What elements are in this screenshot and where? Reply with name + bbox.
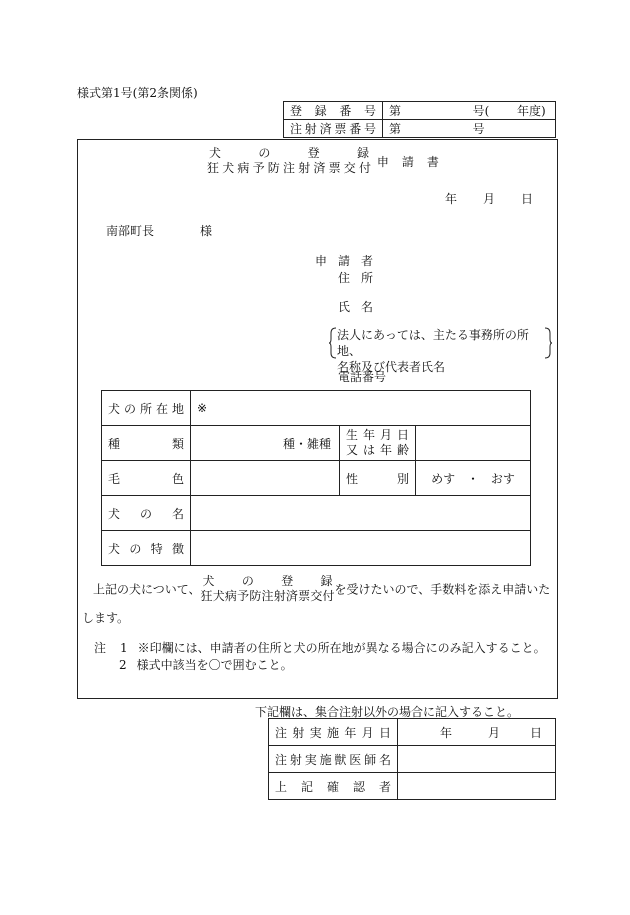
date-line[interactable]: 年 月 日 bbox=[445, 192, 534, 206]
veterinarian-cell[interactable] bbox=[398, 746, 556, 773]
note-1: 注 1 ※印欄には、申請者の住所と犬の所在地が異なる場合にのみ記入すること。 bbox=[94, 641, 546, 655]
birth-cell[interactable] bbox=[416, 426, 531, 461]
location-cell[interactable] bbox=[191, 391, 531, 426]
name-label: 氏名 bbox=[338, 300, 373, 314]
title-line-registration: 犬の登録 bbox=[209, 146, 369, 160]
veterinarian-label: 注射実施獣医師名 bbox=[269, 746, 398, 773]
features-label: 犬の特徴 bbox=[102, 531, 191, 566]
sex-cell[interactable]: めす ・ おす bbox=[416, 461, 531, 496]
breed-cell[interactable] bbox=[191, 426, 340, 461]
applicant-label: 申請者 bbox=[315, 254, 373, 268]
dog-table bbox=[101, 390, 531, 566]
sex-male[interactable]: おす bbox=[490, 471, 515, 486]
corporate-note-line2: 名称及び代表者氏名 bbox=[337, 360, 446, 374]
color-cell[interactable] bbox=[191, 461, 340, 496]
note-2: 2 様式中該当を〇で囲むこと。 bbox=[119, 658, 293, 672]
statement-line2: します。 bbox=[82, 611, 130, 625]
breed-value: 種・雑種 bbox=[282, 436, 331, 451]
corporate-note-line1: 法人にあっては、主たる事務所の所地、 bbox=[337, 328, 529, 358]
injection-date-label: 注射実施年月日 bbox=[269, 719, 398, 746]
statement-stack-vaccination: 狂犬病予防注射済票交付 bbox=[200, 589, 335, 603]
statement: 上記の犬について、 犬の登録 狂犬病予防注射済票交付 を受けたいので、手数料を添え申請いた bbox=[93, 574, 551, 603]
injection-date-cell[interactable]: 年 月 日 bbox=[398, 719, 556, 746]
injection-table bbox=[268, 718, 556, 800]
dog-name-label: 犬の名 bbox=[102, 496, 191, 531]
tag-number-label: 注射済票番号 bbox=[284, 120, 383, 138]
bottom-note: 下記欄は、集合注射以外の場合に記入すること。 bbox=[255, 705, 520, 719]
phone-label: 電話番号 bbox=[338, 370, 387, 384]
left-bracket-icon bbox=[329, 327, 337, 359]
registration-number-label: 登録番号 bbox=[284, 102, 383, 120]
form-title bbox=[207, 146, 439, 176]
title-tail: 申請書 bbox=[376, 154, 439, 169]
form-label: 様式第1号(第2条関係) bbox=[77, 86, 198, 100]
confirmer-cell[interactable] bbox=[398, 773, 556, 800]
location-mark: ※ bbox=[197, 401, 208, 415]
registration-number-cell[interactable]: 第 号( 年度) bbox=[383, 102, 556, 120]
registration-table bbox=[283, 101, 556, 138]
location-label: 犬の所在地 bbox=[102, 391, 191, 426]
sex-female[interactable]: めす bbox=[431, 471, 456, 486]
corporate-note bbox=[329, 327, 552, 374]
tag-number-cell[interactable]: 第 号 bbox=[383, 120, 556, 138]
statement-stack-registration: 犬の登録 bbox=[202, 574, 333, 588]
title-line-vaccination: 狂犬病予防注射済票交付 bbox=[207, 161, 371, 175]
birth-label: 生年月日 又は年齢 bbox=[340, 426, 416, 461]
addressee: 南部町長 様 bbox=[106, 224, 213, 238]
breed-label: 種類 bbox=[102, 426, 191, 461]
color-label: 毛色 bbox=[102, 461, 191, 496]
dog-name-cell[interactable] bbox=[191, 496, 531, 531]
address-label: 住所 bbox=[338, 271, 373, 285]
right-bracket-icon bbox=[544, 327, 552, 359]
features-cell[interactable] bbox=[191, 531, 531, 566]
confirmer-label: 上記確認者 bbox=[269, 773, 398, 800]
sex-label: 性別 bbox=[340, 461, 416, 496]
